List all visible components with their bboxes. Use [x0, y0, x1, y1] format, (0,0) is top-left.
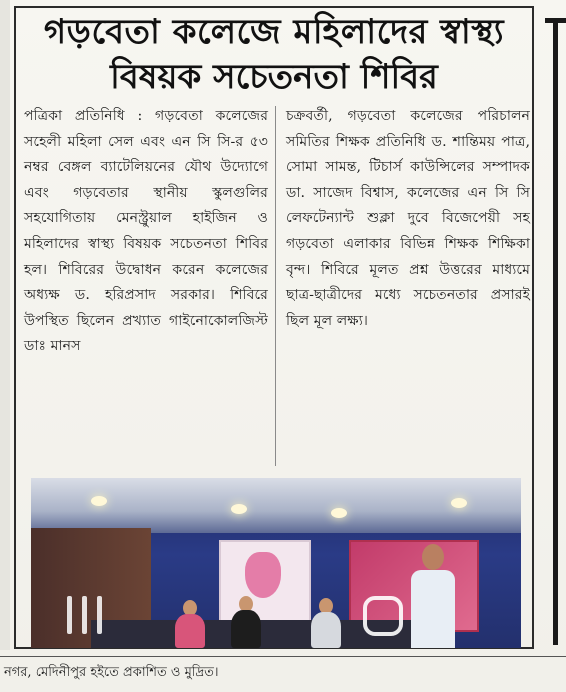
pause-bars-icon	[65, 596, 105, 634]
uterus-illustration	[245, 552, 281, 598]
article-column-left: পত্রিকা প্রতিনিধি : গড়বেতা কলেজের সহেলী মহিলা সেল এবং এন সি সি-র ৫৩ নম্বর বেঙ্গল ব্যাটেলিয়নের যৌথ উদ্যোগে এবং গড়বেতার স্থানীয় স্কুলগুলির সহযোগিতায় মেনস্ট্রুয়াল হাইজিন ও মহিলাদের স্বাস্থ্য বিষয়ক সচেতনতা শিবির হল। শিবিরের উদ্বোধন করেন কলেজের অধ্যক্ষ ড. হরিপ্রসাদ সরকার। শিবিরে উপস্থিত ছিলেন প্রখ্যাত গাইনোকোলজিস্ট ডাঃ মানস	[24, 108, 268, 355]
headline-line-1: গড়বেতা কলেজে মহিলাদের স্বাস্থ্য	[43, 12, 505, 52]
article-headline	[18, 10, 530, 100]
footer-rule	[0, 656, 566, 657]
article-photo	[31, 478, 521, 648]
article-body	[24, 104, 528, 464]
column-divider	[275, 106, 276, 466]
seated-person-body	[231, 610, 261, 648]
ceiling-light	[451, 498, 467, 508]
speaker-body	[411, 570, 455, 648]
ceiling-light	[231, 504, 247, 514]
headline-line-2: বিষয়ক সচেতনতা শিবির	[110, 57, 438, 97]
seated-person-body	[311, 612, 341, 648]
imprint-line: নগর, মেদিনীপুর হইতে প্রকাশিত ও মুদ্রিত।	[4, 665, 219, 680]
article-column-right: চক্রবর্তী, গড়বেতা কলেজের পরিচালন সমিতির শিক্ষক প্রতিনিধি ড. শান্তিময় পাত্র, সোমা সামন্ত, টিচার্স কাউন্সিলের সম্পাদক ডা. সাজেদ বিশ্বাস, কলেজের এন সি সি লেফটেন্যান্ট শুক্লা দুবে বিজেপেয়ী সহ গড়বেতা এলাকার বিভিন্ন শিক্ষক শিক্ষিকা বৃন্দ। শিবিরে মূলত প্রশ্ন উত্তরের মাধ্যমে ছাত্র-ছাত্রীদের মধ্যে সচেতনতার প্রসারই ছিল মূল লক্ষ্য।	[286, 108, 530, 329]
photo-ceiling	[31, 478, 521, 533]
rounded-square-icon	[363, 596, 403, 636]
ceiling-light	[331, 508, 347, 518]
ceiling-light	[91, 496, 107, 506]
adjacent-column-edge	[0, 0, 10, 650]
right-rule	[553, 20, 558, 645]
speaker	[422, 544, 444, 570]
seated-person-body	[175, 614, 205, 648]
